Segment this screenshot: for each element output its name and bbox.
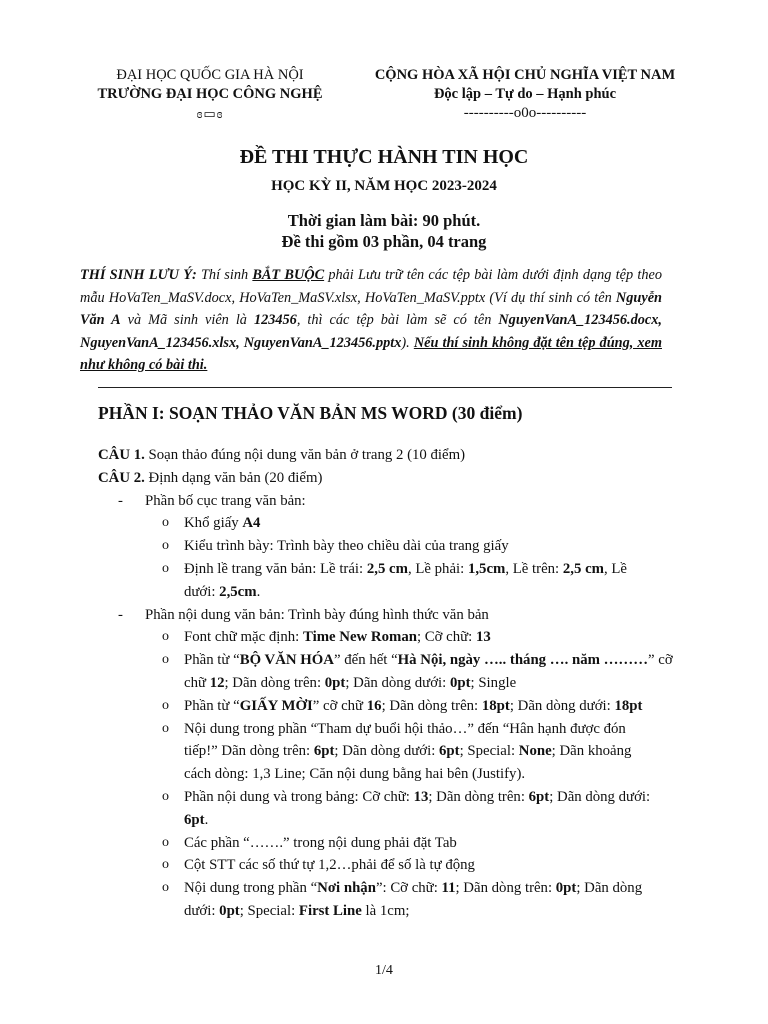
bullet-icon: o [162,834,169,850]
list-item [98,512,678,535]
item-text: ”: Cỡ chữ: [375,880,442,897]
item-value: 0pt [324,674,346,691]
item-value: 0pt [219,902,240,919]
item-value: 0pt [555,880,577,897]
list-item [98,490,678,513]
item-text: ; Cỡ chữ: [416,629,476,646]
item-text: ” cỡ [648,652,673,669]
item-value: 18pt [614,697,643,714]
list-item [98,649,678,672]
item-value: 13 [413,788,429,805]
bullet-icon: o [162,720,169,736]
dash-icon: - [118,492,123,509]
bullet-icon: o [162,652,169,668]
header-left [80,66,340,124]
exam-title: ĐỀ THI THỰC HÀNH TIN HỌC [239,146,529,168]
item-value: 6pt [184,811,205,828]
item-value: Hà Nội, ngày ….. tháng …. năm ……… [397,652,649,669]
note-text: phải Lưu trữ tên các tệp bài làm dưới định dạng tệp theo mẫu HoVaTen_MaSV.docx, HoVaTen_MaSV.xlsx, HoVaTen_MaSV.pptx (Ví dụ thí sinh có tên [80,267,662,306]
note-label: THÍ SINH LƯU Ý: [80,267,197,283]
item-value: 18pt [481,697,510,714]
item-text: . [204,811,209,828]
list-item [98,535,678,558]
question-label: CÂU 1. [98,447,145,463]
item-text: , Lề phải: [407,560,468,577]
list-item-continued [98,581,678,604]
motto-divider: ----------o0o---------- [463,105,587,121]
item-value: 2,5 cm [366,560,408,577]
item-text: ; Dãn dòng dưới: [334,743,440,760]
item-text: ” đến hết “ [333,652,398,669]
item-text: ; Dãn dòng dưới: [549,788,651,805]
semester: HỌC KỲ II, NĂM HỌC 2023-2024 [271,178,497,194]
dash-icon: - [118,606,123,623]
candidate-note [80,264,662,377]
bullet-icon: o [162,515,169,531]
item-value: 6pt [439,743,460,760]
list-item [98,854,678,877]
item-text: Phần từ “ [184,652,240,669]
list-item-continued [98,763,678,786]
list-item [98,786,678,809]
item-text: ; Dãn khoảng [551,743,632,760]
note-text: và Mã sinh viên là [120,312,254,328]
exam-structure: Đề thi gồm 03 phần, 04 trang [281,232,487,251]
item-value: First Line [298,902,362,919]
item-value: A4 [242,515,261,532]
item-text: ; Special: [239,902,299,919]
item-text: Phần bố cục trang văn bản: [145,492,306,509]
bullet-icon: o [162,788,169,804]
warning-text: Nếu thí sinh không đặt tên tệp đúng, xem như không có bài thi. [80,334,662,373]
item-text: ; Dãn dòng trên: [224,674,325,691]
item-text: Nội dung trong phần “Tham dự buổi hội thảo…” đến “Hân hạnh được đón [184,720,626,737]
item-value: Nơi nhận [317,880,376,897]
question-label: CÂU 2. [98,469,145,486]
item-text: Cột STT các số thứ tự 1,2…phải để số là tự động [184,857,475,874]
item-text: Nội dung trong phần “ [184,880,318,897]
item-value: 12 [209,674,225,691]
item-value: 13 [475,629,491,646]
note-text: , thì các tệp bài làm sẽ có tên [296,312,499,328]
list-item [98,877,678,900]
bullet-icon: o [162,697,169,713]
part-content [98,444,678,923]
example-id: 123456 [253,312,297,328]
list-item-continued [98,672,678,695]
item-text: Phần nội dung văn bản: Trình bày đúng hình thức văn bản [145,606,489,623]
header-right [340,66,710,123]
item-value: 11 [441,880,456,897]
item-text: , Lề [603,560,627,577]
item-text: ; Single [470,674,517,691]
item-text: chữ [184,674,210,691]
motto: Độc lập – Tự do – Hạnh phúc [433,86,617,102]
item-text: ; Dãn dòng dưới: [509,697,615,714]
bullet-icon: o [162,857,169,873]
mandatory-text: BẮT BUỘC [252,267,325,283]
item-value: GIẤY MỜI [239,697,313,714]
item-text: ; Dãn dòng trên: [455,880,556,897]
item-value: BỘ VĂN HÓA [239,652,334,669]
item-text: , Lề trên: [505,560,563,577]
item-text: ; Dãn dòng dưới: [345,674,450,691]
list-item-continued [98,900,678,923]
item-value: 1,5cm [467,560,506,577]
example-name: Nguyễn Văn A [80,289,662,328]
item-text: ; Dãn dòng [576,880,643,897]
item-text: dưới: [184,583,220,600]
bullet-icon: o [162,538,169,554]
item-value: Time New Roman [302,629,417,646]
item-value: 2,5cm [219,583,257,600]
item-text: tiếp!” Dãn dòng trên: [184,743,314,760]
exam-info [0,210,768,252]
item-value: None [518,743,552,760]
note-text: ). [401,334,414,351]
bullet-icon: o [162,880,169,896]
item-text: Phần nội dung và trong bảng: Cỡ chữ: [184,788,414,805]
item-text: Định lề trang văn bản: Lề trái: [184,560,367,577]
bullet-icon: o [162,560,169,576]
list-item [98,695,678,718]
exam-duration: Thời gian làm bài: 90 phút. [287,211,481,230]
country-name: CỘNG HÒA XÃ HỘI CHỦ NGHĨA VIỆT NAM [374,67,676,83]
bullet-icon: o [162,629,169,645]
item-text: Các phần “…….” trong nội dung phải đặt Tab [184,834,457,851]
item-text: là 1cm; [361,902,410,919]
item-value: 0pt [449,674,471,691]
list-item [98,604,678,627]
question-text: Soạn thảo đúng nội dung văn bản ở trang 2 (10 điểm) [144,447,466,463]
item-text: ” cỡ chữ [312,697,367,714]
item-value: 16 [366,697,382,714]
item-text: Khổ giấy [184,515,243,532]
item-text: Font chữ mặc định: [184,629,303,646]
question-text: Định dạng văn bản (20 điểm) [144,469,323,486]
list-item [98,718,678,741]
item-text: ; Dãn dòng trên: [381,697,482,714]
item-text: ; Special: [459,743,519,760]
question-1 [98,444,678,467]
item-value: 6pt [313,743,335,760]
item-text: cách dòng: 1,3 Line; Căn nội dung bằng hai bên (Justify). [184,766,526,783]
item-text: Kiểu trình bày: Trình bày theo chiều dài của trang giấy [184,538,509,555]
item-text: dưới: [184,902,220,919]
school-name: TRƯỜNG ĐẠI HỌC CÔNG NGHỆ [97,86,323,102]
question-2 [98,467,678,490]
list-item [98,626,678,649]
list-item [98,832,678,855]
list-item-continued [98,809,678,832]
list-item-continued [98,740,678,763]
item-text: Phần từ “ [184,697,240,714]
divider [98,387,672,388]
university-name: ĐẠI HỌC QUỐC GIA HÀ NỘI [116,67,304,83]
note-text: Thí sinh [196,267,253,283]
item-text: ; Dãn dòng trên: [428,788,529,805]
example-files: NguyenVanA_123456.docx, NguyenVanA_123456.xlsx, NguyenVanA_123456.pptx [80,312,662,351]
item-text: . [256,583,261,600]
ornament-icon: ɞ▭ɞ [196,106,224,121]
page-number: 1/4 [375,963,393,978]
list-item [98,558,678,581]
item-value: 2,5 cm [562,560,604,577]
item-value: 6pt [528,788,550,805]
part-heading: PHẦN I: SOẠN THẢO VĂN BẢN MS WORD (30 điểm) [98,403,523,423]
